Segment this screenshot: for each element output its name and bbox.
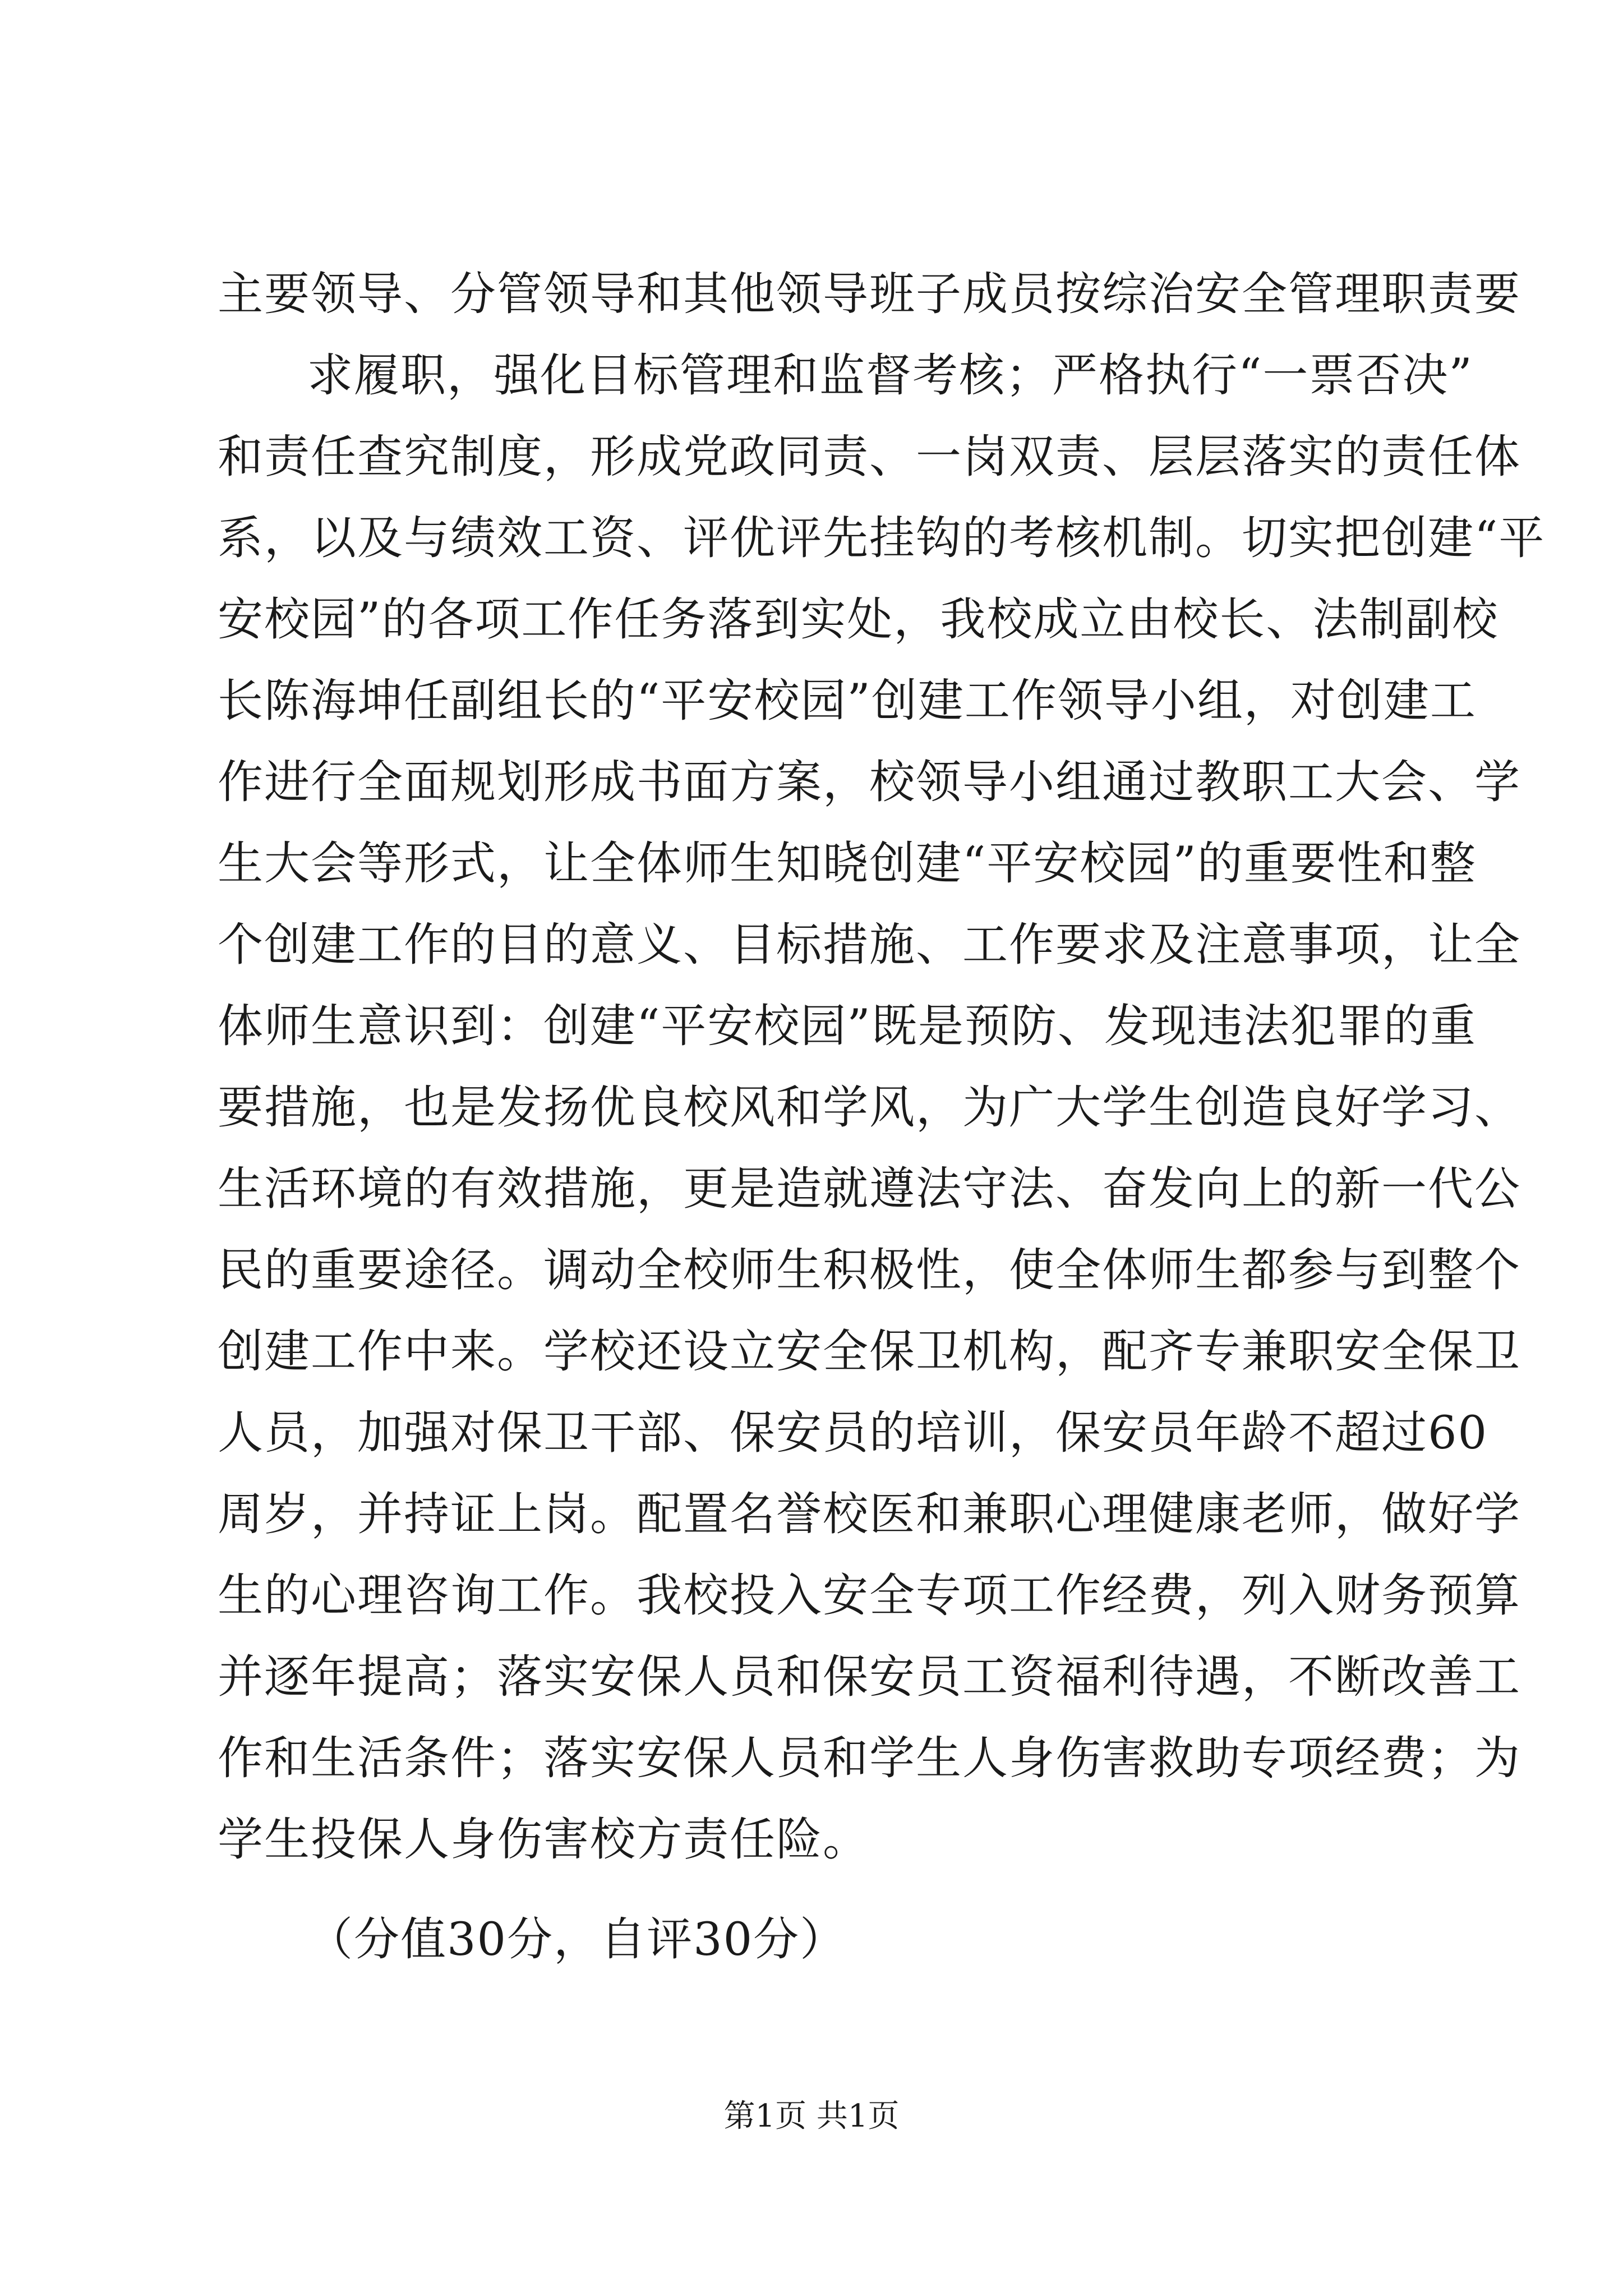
body-line-19: 作和生活条件；落实安保人员和学生人身伤害救助专项经费；为: [218, 1732, 1521, 1785]
body-line-1: 主要领导、分管领导和其他领导班子成员按综治安全管理职责要: [218, 268, 1521, 321]
body-line-17: 生的心理咨询工作。我校投入安全专项工作经费，列入财务预算: [218, 1570, 1521, 1622]
body-line-8: 生大会等形式，让全体师生知晓创建“平安校园”的重要性和整: [218, 838, 1477, 890]
body-line-11: 要措施，也是发扬优良校风和学风，为广大学生创造良好学习、: [218, 1082, 1521, 1134]
body-line-14: 创建工作中来。学校还设立安全保卫机构，配齐专兼职安全保卫: [218, 1326, 1521, 1378]
body-line-5: 安校园”的各项工作任务落到实处，我校成立由校长、法制副校: [218, 593, 1499, 646]
body-line-6: 长陈海坤任副组长的“平安校园”创建工作领导小组，对创建工: [218, 675, 1477, 728]
body-line-10: 体师生意识到：创建“平安校园”既是预防、发现违法犯罪的重: [218, 1000, 1477, 1053]
body-line-20: 学生投保人身伤害校方责任险。: [218, 1814, 870, 1866]
body-line-9: 个创建工作的目的意义、目标措施、工作要求及注意事项，让全: [218, 919, 1521, 972]
body-line-15: 人员，加强对保卫干部、保安员的培训，保安员年龄不超过60: [218, 1407, 1488, 1460]
body-line-12: 生活环境的有效措施，更是造就遵法守法、奋发向上的新一代公: [218, 1163, 1521, 1216]
body-line-2: 求履职，强化目标管理和监督考核；严格执行“一票否决”: [307, 349, 1473, 402]
body-line-13: 民的重要途径。调动全校师生积极性，使全体师生都参与到整个: [218, 1244, 1521, 1297]
body-line-4: 系，以及与绩效工资、评优评先挂钩的考核机制。切实把创建“平: [218, 512, 1546, 565]
score-line: （分值30分，自评30分）: [307, 1913, 847, 1966]
body-line-18: 并逐年提高；落实安保人员和保安员工资福利待遇，不断改善工: [218, 1651, 1521, 1704]
page-footer: 第1页 共1页: [723, 2098, 900, 2134]
body-line-16: 周岁，并持证上岗。配置名誉校医和兼职心理健康老师，做好学: [218, 1488, 1521, 1541]
body-line-3: 和责任查究制度，形成党政同责、一岗双责、层层落实的责任体: [218, 431, 1521, 484]
body-line-7: 作进行全面规划形成书面方案，校领导小组通过教职工大会、学: [218, 756, 1521, 809]
